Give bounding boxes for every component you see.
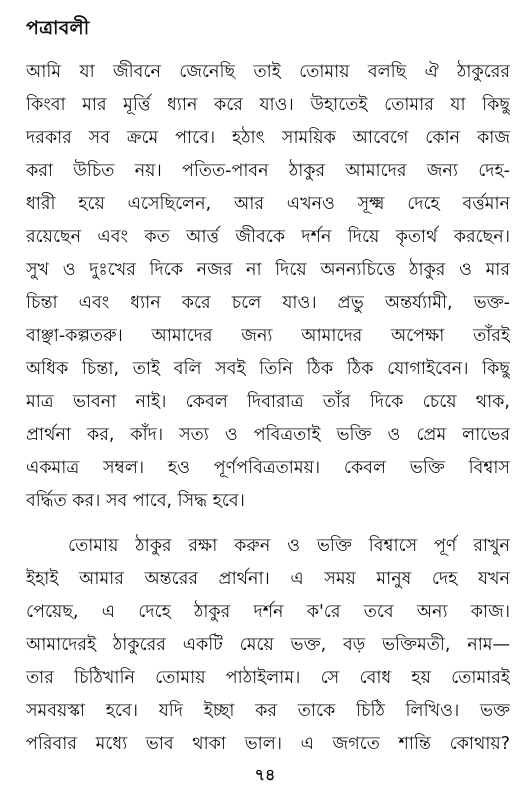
page-header-title: পত্রাবলী <box>26 17 90 39</box>
text-line: সমবয়স্কা হবে। যদি ইচ্ছা কর তাকে চিঠি লিখিও। ভক্ত <box>26 701 510 721</box>
text-line: মাত্র ভাবনা নাই। কেবল দিবারাত্র তাঁর দিকে চেয়ে থাক, <box>26 392 510 412</box>
text-line: তার চিঠিখানি তোমায় পাঠাইলাম। সে বোধ হয় তোমারই <box>26 668 510 688</box>
text-line: ইহাই আমার অন্তরের প্রার্থনা। এ সময় মানুষ দেহ যখন <box>26 569 510 589</box>
text-line: বৰ্দ্ধিত কর। সব পাবে, সিদ্ধ হবে। <box>26 491 245 511</box>
text-line: সুখ ও দুঃখের দিকে নজর না দিয়ে অনন্যচিত্তে ঠাকুর ও মার <box>26 260 510 280</box>
text-line: রয়েছেন এবং কত আর্ত্ত জীবকে দর্শন দিয়ে কৃতার্থ করছেন। <box>26 227 510 247</box>
text-line: একমাত্র সম্বল। হও পূর্ণপবিত্রতাময়। কেবল ভক্তি বিশ্বাস <box>26 458 510 478</box>
text-line: প্রার্থনা কর, কাঁদ। সত্য ও পবিত্রতাই ভক্তি ও প্রেম লাভের <box>26 425 510 445</box>
page-number: ৭৪ <box>254 765 276 784</box>
paragraph-2 <box>26 530 510 761</box>
text-line: চিন্তা এবং ধ্যান করে চলে যাও। প্রভু অন্তর্য্যামী, ভক্ত- <box>26 293 510 313</box>
text-line: ধারী হয়ে এসেছিলেন, আর এখনও সূক্ষ্ম দেহে বর্ত্তমান <box>26 194 510 214</box>
paragraph-1 <box>26 56 510 518</box>
text-line: বাঞ্ছা-কল্পতরু। আমাদের জন্য আমাদের অপেক্ষা তাঁরই <box>26 326 510 346</box>
text-line: দরকার সব ক্রমে পাবে। হঠাৎ সাময়িক আবেগে কোন কাজ <box>26 128 510 148</box>
text-line: অধিক চিন্তা, তাই বলি সবই তিনি ঠিক ঠিক যোগাইবেন। কিছু <box>26 359 510 379</box>
text-line: আমি যা জীবনে জেনেছি তাই তোমায় বলছি ঐ ঠাকুরের <box>26 62 510 82</box>
text-line: তোমায় ঠাকুর রক্ষা করুন ও ভক্তি বিশ্বাসে পূর্ণ রাখুন <box>68 536 510 556</box>
text-line: পেয়েছ, এ দেহে ঠাকুর দর্শন ক'রে তবে অন্য কাজ। <box>26 602 510 622</box>
text-line: কিংবা মার মূর্ত্তি ধ্যান করে যাও। উহাতেই তোমার যা কিছু <box>26 95 510 115</box>
text-line: পরিবার মধ্যে ভাব থাকা ভাল। এ জগতে শান্তি কোথায়? <box>26 734 510 754</box>
text-line: আমাদেরই ঠাকুরের একটি মেয়ে ভক্ত, বড় ভক্তিমতী, নাম— <box>26 635 510 655</box>
text-line: করা উচিত নয়। পতিত-পাবন ঠাকুর আমাদের জন্য দেহ- <box>26 161 510 181</box>
